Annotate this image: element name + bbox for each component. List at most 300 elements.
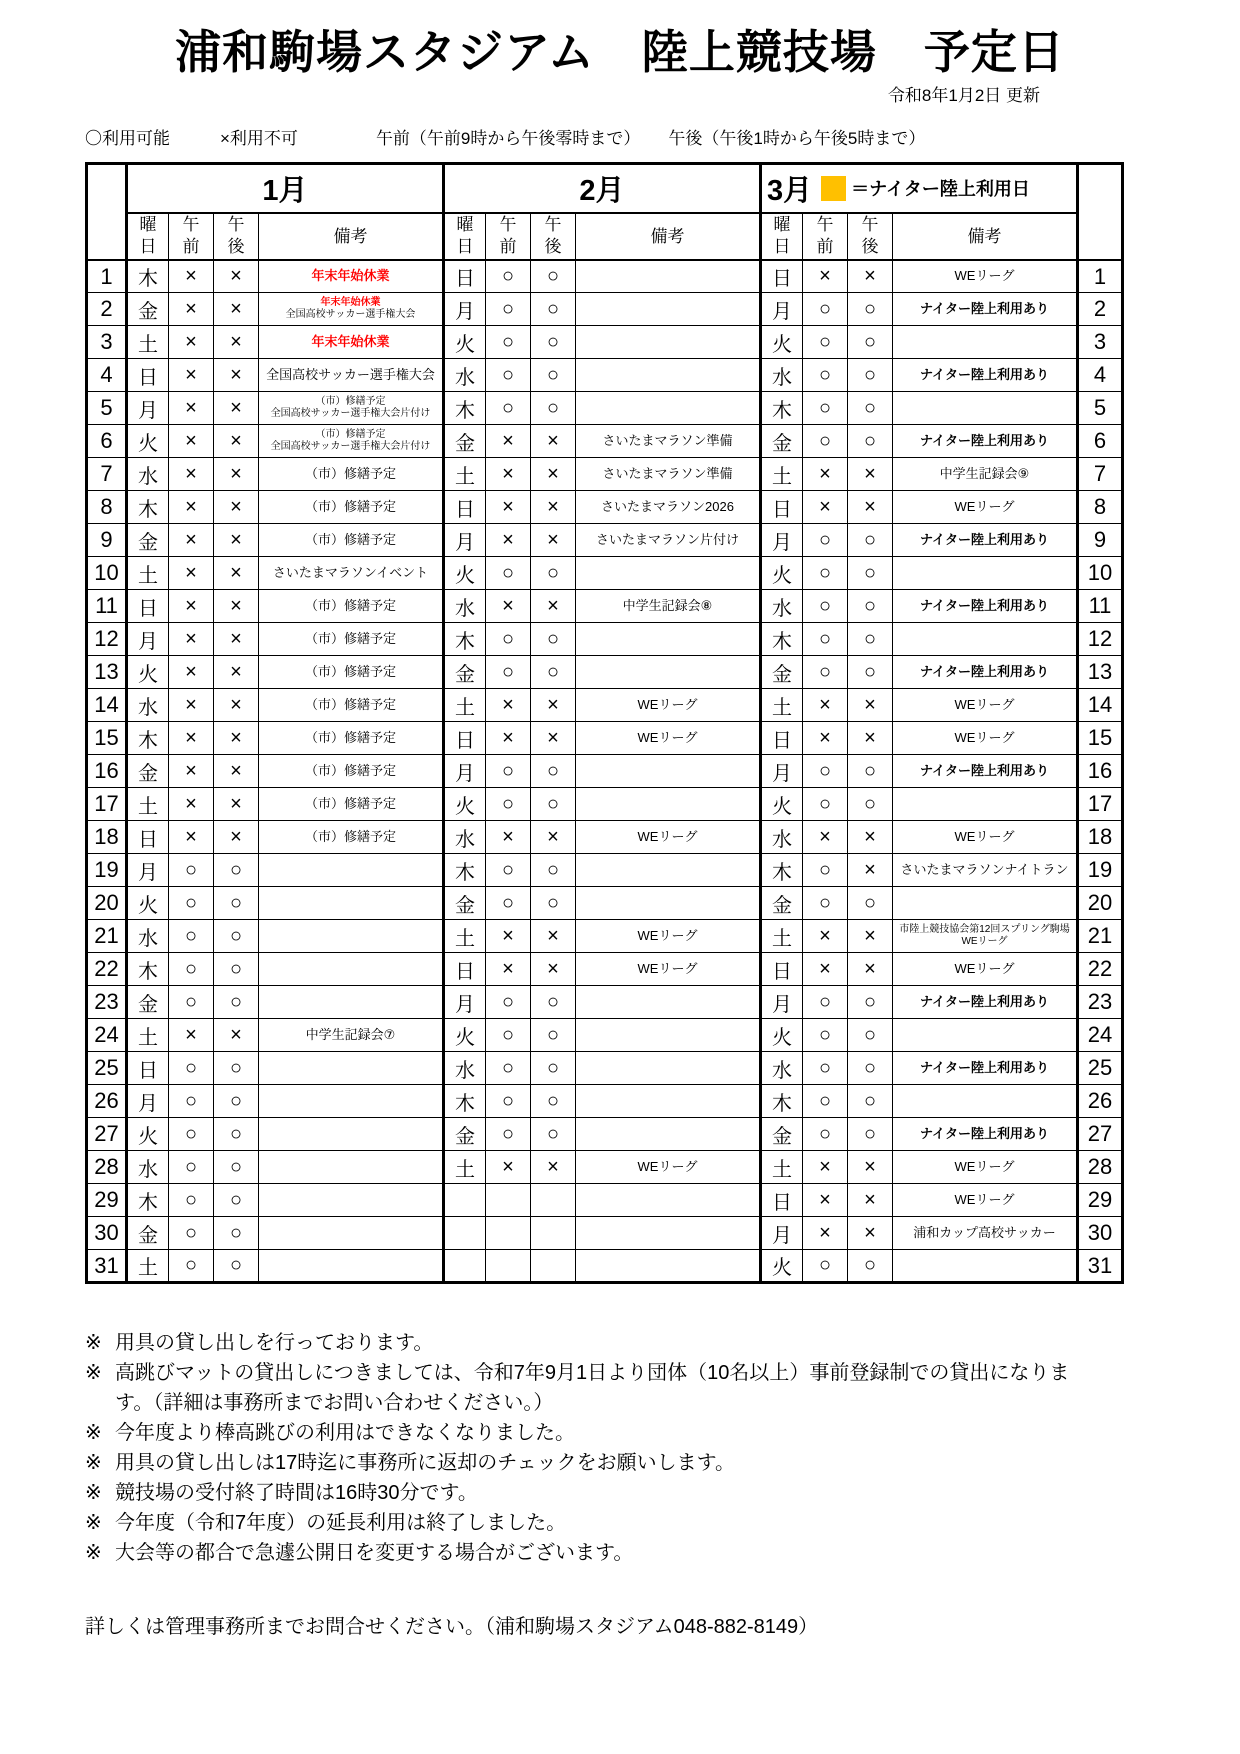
am-mark-cell: ○ bbox=[486, 854, 531, 887]
pm-mark-cell: × bbox=[214, 821, 259, 854]
note-marker: ※ bbox=[85, 1452, 102, 1475]
pm-mark-cell: × bbox=[214, 491, 259, 524]
note-item bbox=[85, 1328, 1095, 1358]
note-text: 用具の貸し出しを行っております。 bbox=[115, 1332, 434, 1355]
remarks-cell bbox=[893, 1217, 1078, 1250]
remarks-cell bbox=[259, 458, 444, 491]
remark-text: ナイター陸上利用あり bbox=[919, 664, 1050, 680]
remarks-cell bbox=[893, 293, 1078, 326]
am-mark-cell bbox=[486, 1217, 531, 1250]
remark-text: ナイター陸上利用あり bbox=[919, 433, 1050, 449]
dow-cell: 金 bbox=[761, 1118, 803, 1151]
remarks-cell bbox=[576, 260, 761, 293]
note-text: 用具の貸し出しは17時迄に事務所に返却のチェックをお願いします。 bbox=[115, 1452, 736, 1475]
pm-mark-cell: ○ bbox=[531, 1019, 576, 1052]
dow-cell: 月 bbox=[127, 1085, 169, 1118]
remark-text: ナイター陸上利用あり bbox=[919, 1060, 1050, 1076]
remarks-cell bbox=[576, 293, 761, 326]
remark-text: WEリーグ bbox=[637, 1159, 698, 1175]
note-marker: ※ bbox=[85, 1422, 102, 1445]
calendar-row bbox=[87, 491, 1123, 524]
am-mark-cell: ○ bbox=[803, 590, 848, 623]
calendar-row bbox=[87, 821, 1123, 854]
note-item bbox=[85, 1358, 1095, 1418]
remark-text: 全国高校サッカー選手権大会 bbox=[266, 367, 435, 383]
am-mark-cell: ○ bbox=[486, 887, 531, 920]
pm-mark-cell: × bbox=[214, 425, 259, 458]
remarks-cell bbox=[259, 1217, 444, 1250]
dow-cell: 土 bbox=[444, 458, 486, 491]
pm-mark-cell: × bbox=[531, 590, 576, 623]
dow-cell: 木 bbox=[761, 392, 803, 425]
pm-mark-cell: × bbox=[848, 821, 893, 854]
calendar-row bbox=[87, 689, 1123, 722]
calendar-row bbox=[87, 359, 1123, 392]
am-mark-cell: ○ bbox=[486, 755, 531, 788]
pm-mark-cell: ○ bbox=[531, 359, 576, 392]
pm-mark-cell: ○ bbox=[531, 326, 576, 359]
pm-mark-cell: ○ bbox=[214, 1052, 259, 1085]
calendar-row bbox=[87, 458, 1123, 491]
day-number-left: 23 bbox=[87, 986, 127, 1019]
remarks-cell bbox=[576, 458, 761, 491]
dow-cell: 土 bbox=[127, 557, 169, 590]
day-number-right: 5 bbox=[1078, 392, 1123, 425]
schedule-table bbox=[85, 162, 1124, 1285]
dow-cell: 月 bbox=[444, 755, 486, 788]
note-marker: ※ bbox=[85, 1332, 102, 1355]
day-number-left: 12 bbox=[87, 623, 127, 656]
remark-text: ナイター陸上利用あり bbox=[919, 367, 1050, 383]
am-mark-cell: ○ bbox=[486, 1019, 531, 1052]
remarks-cell bbox=[893, 1151, 1078, 1184]
am-mark-cell: ○ bbox=[803, 1085, 848, 1118]
remarks-cell bbox=[893, 557, 1078, 590]
pm-mark-cell: ○ bbox=[531, 557, 576, 590]
remarks-cell bbox=[576, 557, 761, 590]
col-header-am: 午前 bbox=[803, 213, 848, 260]
pm-mark-cell: × bbox=[848, 1151, 893, 1184]
dow-cell: 月 bbox=[761, 755, 803, 788]
am-mark-cell: × bbox=[486, 920, 531, 953]
pm-mark-cell: × bbox=[214, 689, 259, 722]
remark-text: 全国高校サッカー選手権大会 bbox=[285, 309, 416, 321]
am-mark-cell: ○ bbox=[803, 887, 848, 920]
am-mark-cell: × bbox=[486, 491, 531, 524]
day-number-left: 11 bbox=[87, 590, 127, 623]
pm-mark-cell: ○ bbox=[531, 755, 576, 788]
am-mark-cell: × bbox=[803, 1184, 848, 1217]
col-header-pm: 午後 bbox=[531, 213, 576, 260]
day-number-right: 10 bbox=[1078, 557, 1123, 590]
remarks-cell bbox=[259, 359, 444, 392]
calendar-row bbox=[87, 722, 1123, 755]
remarks-cell bbox=[576, 953, 761, 986]
remark-text: ナイター陸上利用あり bbox=[919, 994, 1050, 1010]
remark-text: WEリーグ bbox=[637, 961, 698, 977]
dow-cell: 日 bbox=[127, 359, 169, 392]
pm-mark-cell: × bbox=[531, 920, 576, 953]
pm-mark-cell: × bbox=[531, 458, 576, 491]
dow-cell: 水 bbox=[127, 458, 169, 491]
remark-text: （市）修繕予定 bbox=[304, 532, 396, 548]
remarks-cell bbox=[259, 623, 444, 656]
dow-cell: 金 bbox=[444, 887, 486, 920]
am-mark-cell: ○ bbox=[803, 392, 848, 425]
am-mark-cell: ○ bbox=[169, 986, 214, 1019]
day-number-left: 31 bbox=[87, 1250, 127, 1283]
day-number-left: 2 bbox=[87, 293, 127, 326]
day-number-left: 18 bbox=[87, 821, 127, 854]
pm-mark-cell: ○ bbox=[214, 1151, 259, 1184]
dow-cell: 土 bbox=[127, 326, 169, 359]
remarks-cell bbox=[893, 1118, 1078, 1151]
dow-cell: 木 bbox=[761, 623, 803, 656]
day-number-right: 14 bbox=[1078, 689, 1123, 722]
remarks-cell bbox=[259, 788, 444, 821]
remarks-cell bbox=[259, 821, 444, 854]
pm-mark-cell: ○ bbox=[531, 392, 576, 425]
pm-mark-cell: × bbox=[214, 755, 259, 788]
dow-cell: 水 bbox=[444, 821, 486, 854]
day-number-left: 4 bbox=[87, 359, 127, 392]
am-mark-cell: × bbox=[169, 359, 214, 392]
pm-mark-cell: × bbox=[848, 920, 893, 953]
pm-mark-cell: × bbox=[531, 425, 576, 458]
day-number-right: 20 bbox=[1078, 887, 1123, 920]
remarks-cell bbox=[576, 326, 761, 359]
pm-mark-cell: × bbox=[848, 689, 893, 722]
dow-cell bbox=[444, 1184, 486, 1217]
remark-text: WEリーグ bbox=[954, 1159, 1015, 1175]
remarks-cell bbox=[576, 1019, 761, 1052]
remarks-cell bbox=[893, 1085, 1078, 1118]
note-text: 今年度（令和7年度）の延長利用は終了しました。 bbox=[115, 1512, 567, 1535]
day-number-left: 29 bbox=[87, 1184, 127, 1217]
remarks-cell bbox=[893, 1019, 1078, 1052]
remarks-cell bbox=[259, 854, 444, 887]
pm-mark-cell: ○ bbox=[848, 986, 893, 1019]
remarks-cell bbox=[576, 425, 761, 458]
col-header-am: 午前 bbox=[169, 213, 214, 260]
note-item bbox=[85, 1508, 1095, 1538]
am-mark-cell: × bbox=[803, 821, 848, 854]
col-header-pm: 午後 bbox=[848, 213, 893, 260]
pm-mark-cell: ○ bbox=[848, 524, 893, 557]
am-mark-cell: ○ bbox=[803, 524, 848, 557]
pm-mark-cell: ○ bbox=[214, 953, 259, 986]
remarks-cell bbox=[893, 755, 1078, 788]
remarks-cell bbox=[259, 1085, 444, 1118]
day-number-left: 26 bbox=[87, 1085, 127, 1118]
col-header-dow: 曜日 bbox=[761, 213, 803, 260]
dow-cell: 水 bbox=[127, 1151, 169, 1184]
calendar-row bbox=[87, 557, 1123, 590]
note-marker: ※ bbox=[85, 1542, 102, 1565]
remarks-cell bbox=[576, 986, 761, 1019]
dow-cell: 水 bbox=[761, 359, 803, 392]
remarks-cell bbox=[893, 590, 1078, 623]
day-number-left: 25 bbox=[87, 1052, 127, 1085]
pm-mark-cell: ○ bbox=[848, 425, 893, 458]
am-mark-cell: × bbox=[169, 524, 214, 557]
am-mark-cell: × bbox=[169, 491, 214, 524]
dow-cell: 木 bbox=[127, 491, 169, 524]
remarks-cell bbox=[893, 1250, 1078, 1283]
remark-text: WEリーグ bbox=[637, 730, 698, 746]
remark-text: （市）修繕予定 bbox=[304, 763, 396, 779]
pm-mark-cell: × bbox=[531, 722, 576, 755]
am-mark-cell: × bbox=[803, 689, 848, 722]
pm-mark-cell: ○ bbox=[214, 854, 259, 887]
pm-mark-cell: × bbox=[214, 722, 259, 755]
am-mark-cell: ○ bbox=[803, 1052, 848, 1085]
dow-cell: 月 bbox=[444, 524, 486, 557]
day-number-left: 21 bbox=[87, 920, 127, 953]
col-header-remarks: 備考 bbox=[259, 213, 444, 260]
remarks-cell bbox=[259, 986, 444, 1019]
remarks-cell bbox=[893, 788, 1078, 821]
pm-mark-cell: ○ bbox=[848, 359, 893, 392]
day-number-right: 17 bbox=[1078, 788, 1123, 821]
pm-mark-cell: × bbox=[848, 953, 893, 986]
remarks-cell bbox=[576, 491, 761, 524]
day-number-right: 15 bbox=[1078, 722, 1123, 755]
col-header-remarks: 備考 bbox=[893, 213, 1078, 260]
dow-cell: 火 bbox=[127, 1118, 169, 1151]
dow-cell: 火 bbox=[444, 557, 486, 590]
calendar-row bbox=[87, 1052, 1123, 1085]
remarks-cell bbox=[576, 359, 761, 392]
pm-mark-cell: ○ bbox=[214, 1184, 259, 1217]
dow-cell: 土 bbox=[444, 689, 486, 722]
pm-mark-cell: ○ bbox=[214, 1118, 259, 1151]
pm-mark-cell: ○ bbox=[848, 656, 893, 689]
am-mark-cell: ○ bbox=[486, 1052, 531, 1085]
pm-mark-cell: × bbox=[214, 1019, 259, 1052]
dow-cell: 月 bbox=[761, 524, 803, 557]
pm-mark-cell: × bbox=[214, 524, 259, 557]
remark-text: 中学生記録会⑦ bbox=[305, 1027, 396, 1043]
remarks-cell bbox=[893, 953, 1078, 986]
am-mark-cell: ○ bbox=[169, 1217, 214, 1250]
remarks-cell bbox=[893, 821, 1078, 854]
page-title: 浦和駒場スタジアム 陸上競技場 予定日 bbox=[175, 26, 1065, 78]
pm-mark-cell: ○ bbox=[848, 590, 893, 623]
pm-mark-cell: ○ bbox=[531, 1052, 576, 1085]
pm-mark-cell: ○ bbox=[214, 887, 259, 920]
dow-cell: 土 bbox=[127, 788, 169, 821]
am-mark-cell: × bbox=[803, 260, 848, 293]
am-mark-cell: × bbox=[486, 953, 531, 986]
pm-mark-cell: × bbox=[848, 722, 893, 755]
am-mark-cell bbox=[486, 1184, 531, 1217]
remark-text: さいたまマラソン片付け bbox=[595, 532, 739, 548]
col-header-am: 午前 bbox=[486, 213, 531, 260]
dow-cell: 金 bbox=[761, 656, 803, 689]
pm-mark-cell: × bbox=[214, 359, 259, 392]
remark-text: WEリーグ bbox=[954, 961, 1015, 977]
pm-mark-cell: × bbox=[214, 392, 259, 425]
day-number-right: 1 bbox=[1078, 260, 1123, 293]
remark-text: ナイター陸上利用あり bbox=[919, 532, 1050, 548]
remarks-cell bbox=[259, 1019, 444, 1052]
remarks-cell bbox=[576, 623, 761, 656]
remarks-cell bbox=[259, 1052, 444, 1085]
am-mark-cell: × bbox=[169, 755, 214, 788]
am-mark-cell: × bbox=[169, 557, 214, 590]
legend-unavailable: ×利用不可 bbox=[220, 128, 298, 148]
dow-cell: 火 bbox=[444, 788, 486, 821]
remarks-cell bbox=[259, 524, 444, 557]
am-mark-cell: ○ bbox=[803, 986, 848, 1019]
pm-mark-cell: × bbox=[531, 491, 576, 524]
remark-text: さいたまマラソン準備 bbox=[602, 433, 733, 449]
dow-cell: 日 bbox=[761, 722, 803, 755]
note-item bbox=[85, 1418, 1095, 1448]
remark-text: 年末年始休業 bbox=[320, 297, 381, 309]
day-number-right: 3 bbox=[1078, 326, 1123, 359]
pm-mark-cell: ○ bbox=[848, 1250, 893, 1283]
dow-cell: 金 bbox=[444, 425, 486, 458]
remark-text: WEリーグ bbox=[637, 829, 698, 845]
day-number-right: 12 bbox=[1078, 623, 1123, 656]
remarks-cell bbox=[893, 491, 1078, 524]
pm-mark-cell: ○ bbox=[531, 887, 576, 920]
am-mark-cell: ○ bbox=[486, 623, 531, 656]
remark-text: （市）修繕予定 bbox=[315, 429, 386, 441]
dow-cell: 火 bbox=[127, 887, 169, 920]
am-mark-cell: × bbox=[169, 458, 214, 491]
nighter-color-swatch-icon bbox=[821, 176, 846, 201]
dow-cell bbox=[444, 1217, 486, 1250]
calendar-row bbox=[87, 788, 1123, 821]
remarks-cell bbox=[893, 920, 1078, 953]
day-number-left: 7 bbox=[87, 458, 127, 491]
legend-am-hours: 午前（午前9時から午後零時まで） bbox=[375, 128, 641, 148]
dow-cell: 水 bbox=[444, 359, 486, 392]
remarks-cell bbox=[259, 689, 444, 722]
column-header-row bbox=[87, 213, 1123, 260]
remark-text: WEリーグ bbox=[954, 829, 1015, 845]
remarks-cell bbox=[259, 920, 444, 953]
col-header-pm: 午後 bbox=[214, 213, 259, 260]
am-mark-cell: ○ bbox=[803, 1118, 848, 1151]
remarks-cell bbox=[893, 623, 1078, 656]
am-mark-cell: ○ bbox=[486, 557, 531, 590]
pm-mark-cell: ○ bbox=[214, 1085, 259, 1118]
calendar-row bbox=[87, 1217, 1123, 1250]
am-mark-cell: × bbox=[486, 524, 531, 557]
pm-mark-cell bbox=[531, 1184, 576, 1217]
am-mark-cell: × bbox=[169, 656, 214, 689]
remarks-cell bbox=[576, 656, 761, 689]
pm-mark-cell: ○ bbox=[214, 1217, 259, 1250]
pm-mark-cell: ○ bbox=[214, 1250, 259, 1283]
pm-mark-cell: × bbox=[531, 524, 576, 557]
remarks-cell bbox=[893, 1184, 1078, 1217]
dow-cell: 火 bbox=[761, 1250, 803, 1283]
pm-mark-cell: × bbox=[848, 491, 893, 524]
month-label-march: 3月 bbox=[767, 174, 813, 207]
pm-mark-cell: ○ bbox=[531, 656, 576, 689]
note-item bbox=[85, 1538, 1095, 1568]
pm-mark-cell: ○ bbox=[214, 986, 259, 1019]
remark-text: 全国高校サッカー選手権大会片付け bbox=[270, 441, 431, 453]
dow-cell: 日 bbox=[127, 590, 169, 623]
dow-cell: 火 bbox=[761, 1019, 803, 1052]
am-mark-cell: × bbox=[803, 1151, 848, 1184]
remark-text: さいたまマラソンナイトラン bbox=[900, 862, 1069, 878]
calendar-row bbox=[87, 590, 1123, 623]
am-mark-cell: ○ bbox=[169, 1184, 214, 1217]
pm-mark-cell: ○ bbox=[531, 1118, 576, 1151]
am-mark-cell: × bbox=[169, 293, 214, 326]
remarks-cell bbox=[576, 1118, 761, 1151]
note-text: 今年度より棒高跳びの利用はできなくなりました。 bbox=[115, 1422, 575, 1445]
remark-text: ナイター陸上利用あり bbox=[919, 598, 1050, 614]
remark-text: （市）修繕予定 bbox=[304, 466, 396, 482]
dow-cell: 土 bbox=[444, 1151, 486, 1184]
day-number-left: 8 bbox=[87, 491, 127, 524]
dow-cell: 土 bbox=[761, 689, 803, 722]
pm-mark-cell bbox=[531, 1217, 576, 1250]
day-number-right: 29 bbox=[1078, 1184, 1123, 1217]
dow-cell: 金 bbox=[444, 656, 486, 689]
day-number-right: 7 bbox=[1078, 458, 1123, 491]
remarks-cell bbox=[259, 656, 444, 689]
am-mark-cell: ○ bbox=[486, 392, 531, 425]
dow-cell: 日 bbox=[127, 821, 169, 854]
note-text: 競技場の受付終了時間は16時30分です。 bbox=[115, 1482, 478, 1505]
pm-mark-cell: ○ bbox=[531, 260, 576, 293]
day-number-left: 14 bbox=[87, 689, 127, 722]
remarks-cell bbox=[259, 953, 444, 986]
col-header-remarks: 備考 bbox=[576, 213, 761, 260]
day-number-right: 13 bbox=[1078, 656, 1123, 689]
remark-text: ナイター陸上利用あり bbox=[919, 301, 1050, 317]
dow-cell: 水 bbox=[127, 689, 169, 722]
remarks-cell bbox=[259, 1184, 444, 1217]
pm-mark-cell: × bbox=[848, 458, 893, 491]
dow-cell: 金 bbox=[444, 1118, 486, 1151]
remarks-cell bbox=[893, 656, 1078, 689]
pm-mark-cell: × bbox=[214, 623, 259, 656]
calendar-row bbox=[87, 656, 1123, 689]
calendar-row bbox=[87, 1184, 1123, 1217]
pm-mark-cell: ○ bbox=[848, 755, 893, 788]
dow-cell: 火 bbox=[761, 326, 803, 359]
day-number-right: 28 bbox=[1078, 1151, 1123, 1184]
legend-available: 〇利用可能 bbox=[85, 128, 170, 148]
update-date: 令和8年1月2日 更新 bbox=[887, 85, 1040, 105]
day-number-left: 19 bbox=[87, 854, 127, 887]
dow-cell: 木 bbox=[127, 1184, 169, 1217]
remark-text: WEリーグ bbox=[954, 268, 1015, 284]
dow-cell: 日 bbox=[761, 491, 803, 524]
dow-cell: 日 bbox=[444, 260, 486, 293]
am-mark-cell bbox=[486, 1250, 531, 1283]
dow-cell: 日 bbox=[444, 722, 486, 755]
pm-mark-cell: ○ bbox=[848, 623, 893, 656]
dow-cell: 木 bbox=[444, 392, 486, 425]
remarks-cell bbox=[576, 1052, 761, 1085]
am-mark-cell: ○ bbox=[486, 986, 531, 1019]
remark-text: （市）修繕予定 bbox=[304, 631, 396, 647]
calendar-row bbox=[87, 755, 1123, 788]
day-number-right: 8 bbox=[1078, 491, 1123, 524]
dow-cell bbox=[444, 1250, 486, 1283]
